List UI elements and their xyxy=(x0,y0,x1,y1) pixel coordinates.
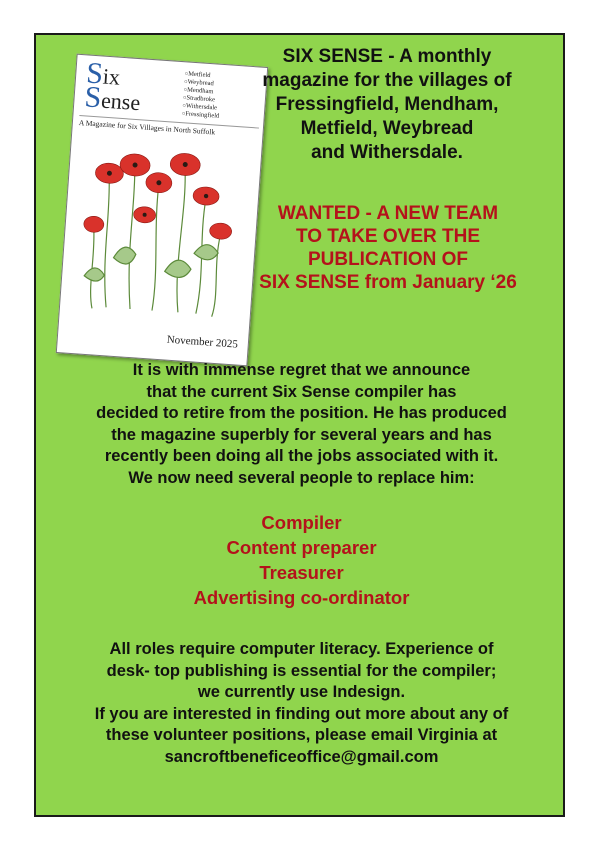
cover-title-six: Six xyxy=(85,56,121,91)
announcement-line: that the current Six Sense compiler has xyxy=(146,382,457,401)
closing-line: If you are interested in finding out more about any of xyxy=(94,704,509,723)
closing-line: All roles require computer literacy. Experience of xyxy=(109,640,494,658)
role-item: Compiler xyxy=(261,512,342,533)
heading-line: SIX SENSE - A monthly xyxy=(282,46,492,67)
announcement-line: the magazine superbly for several years and has xyxy=(111,425,492,444)
closing-line: we currently use Indesign. xyxy=(197,683,406,701)
role-item: Content preparer xyxy=(226,537,377,558)
closing-paragraph xyxy=(36,639,567,768)
role-item: Advertising co-ordinator xyxy=(193,587,410,608)
heading-line: Metfield, Weybread xyxy=(300,118,474,139)
heading-line: Fressingfield, Mendham, xyxy=(275,94,499,115)
cover-title-sense: Sense xyxy=(83,80,142,116)
wanted-headline xyxy=(238,202,538,294)
announcement-line: We now need several people to replace him: xyxy=(128,468,475,487)
poster-panel xyxy=(34,33,565,817)
cover-village: ○ Weybread xyxy=(184,78,222,89)
intro-heading xyxy=(242,45,532,165)
wanted-line: WANTED - A NEW TEAM xyxy=(277,203,499,224)
announcement-line: It is with immense regret that we announce xyxy=(132,361,471,379)
cover-village: ○ Mendham xyxy=(183,86,221,97)
wanted-line: SIX SENSE from January ‘26 xyxy=(259,272,517,293)
roles-list xyxy=(36,510,567,610)
cover-village: ○ Metfield xyxy=(184,70,222,81)
cover-issue-date: November 2025 xyxy=(166,333,239,351)
contact-email: sancroftbeneficeoffice@gmail.com xyxy=(164,747,439,766)
announcement-line: recently been doing all the jobs associated with it. xyxy=(104,447,499,465)
closing-line: these volunteer positions, please email Virginia at xyxy=(105,726,498,744)
poppy-illustration xyxy=(70,135,252,321)
cover-village-list xyxy=(181,70,222,121)
role-item: Treasurer xyxy=(259,562,344,583)
magazine-cover-image xyxy=(56,54,268,367)
cover-village: ○ Withersdale xyxy=(182,102,220,113)
closing-line: desk- top publishing is essential for the compiler; xyxy=(106,661,497,680)
announcement-line: decided to retire from the position. He has produced xyxy=(96,404,507,422)
cover-village: ○ Fressingfield xyxy=(181,110,219,121)
wanted-line: TO TAKE OVER THE xyxy=(295,226,481,247)
wanted-line: PUBLICATION OF xyxy=(307,249,469,270)
cover-tagline: A Magazine for Six Villages in North Suffolk xyxy=(79,115,259,140)
announcement-paragraph xyxy=(36,360,567,489)
heading-line: magazine for the villages of xyxy=(262,70,512,91)
heading-line: and Withersdale. xyxy=(311,142,463,163)
cover-village: ○ Stradbroke xyxy=(183,94,221,105)
